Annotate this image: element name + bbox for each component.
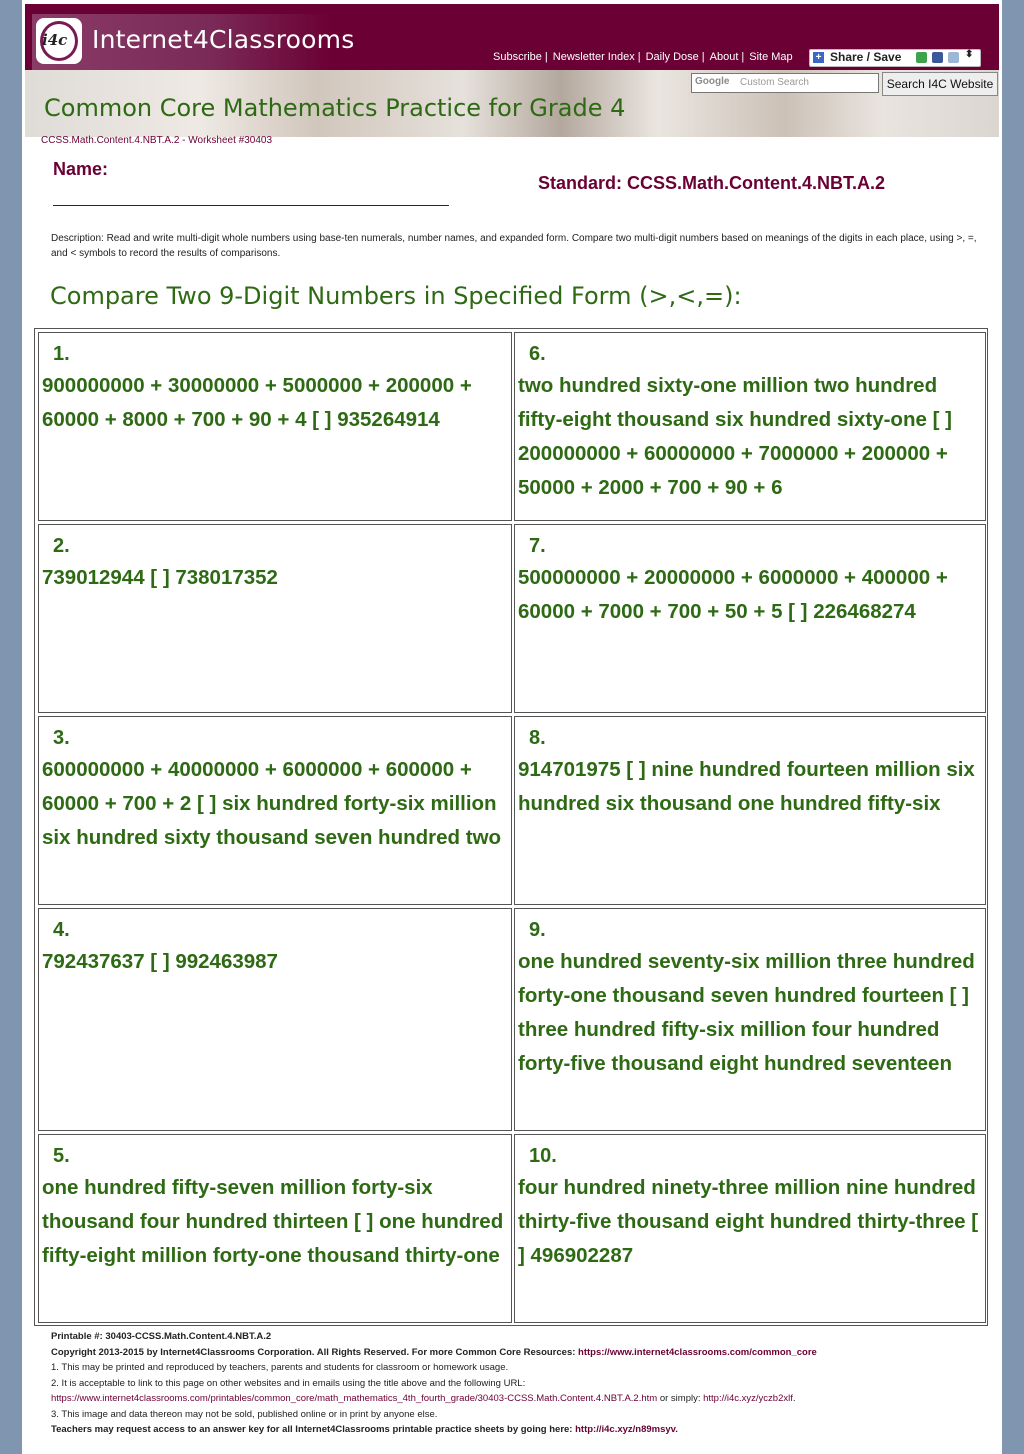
worksheet-heading: Compare Two 9-Digit Numbers in Specified Form (>,<,=): [50, 282, 742, 310]
problem-number: 4. [53, 919, 70, 941]
share-dropdown-icon: ⬍ [965, 49, 974, 60]
problem-text: 739012944 [ ] 738017352 [42, 566, 278, 589]
short-url-link[interactable]: http://i4c.xyz/yczb2xlf [703, 1393, 793, 1404]
problem-cell [38, 908, 512, 1131]
answer-key-text: Teachers may request access to an answer key for all Internet4Classrooms printable practice sheets by going here: [51, 1424, 576, 1435]
problem-text: 900000000 + 30000000 + 5000000 + 200000 + 60000 + 8000 + 700 + 90 + 4 [ ] 935264914 [42, 374, 472, 431]
problem-grid [34, 328, 988, 1326]
search-placeholder: Custom Search [740, 77, 809, 88]
common-core-link[interactable]: https://www.internet4classrooms.com/common_core [578, 1346, 817, 1358]
printable-id: Printable #: 30403-CCSS.Math.Content.4.NBT.A.2 [51, 1331, 272, 1342]
problem-text: 914701975 [ ] nine hundred fourteen million six hundred six thousand one hundred fifty-six [518, 758, 975, 815]
page [22, 0, 1002, 1454]
footer [51, 1329, 991, 1438]
facebook-icon [932, 52, 943, 63]
answer-key-link[interactable]: http://i4c.xyz/n89msyv. [575, 1424, 678, 1435]
problem-number: 2. [53, 535, 70, 557]
share-label: Share / Save [830, 50, 902, 64]
problem-cell [38, 1134, 512, 1323]
name-line [53, 205, 449, 206]
problem-number: 10. [529, 1145, 557, 1167]
problem-number: 1. [53, 343, 70, 365]
nav-about[interactable]: About [709, 51, 739, 63]
logo-badge-icon [36, 18, 82, 64]
problem-number: 5. [53, 1145, 70, 1167]
header-banner [25, 70, 999, 137]
copyright-line [51, 1345, 991, 1361]
top-nav: Subscribe | Newsletter Index | Daily Dose | About | Site Map [493, 51, 793, 63]
description: Description: Read and write multi-digit whole numbers using base-ten numerals, number names, and expanded form. Compare two multi-digit numbers based on meanings of the digits in each place, using >, =, and < symbols to record the results of comparisons. [51, 233, 977, 259]
problem-cell [514, 716, 986, 905]
problem-text: 500000000 + 20000000 + 6000000 + 400000 + 60000 + 7000 + 700 + 50 + 5 [ ] 226468274 [518, 566, 948, 623]
problem-cell [514, 524, 986, 713]
search-button[interactable]: Search I4C Website [882, 72, 998, 96]
site-logo[interactable] [32, 14, 355, 70]
logo-badge-text: i4c [42, 31, 68, 49]
problem-text: 600000000 + 40000000 + 6000000 + 600000 + 60000 + 700 + 2 [ ] six hundred forty-six million six hundred sixty thousand seven hundred two [42, 758, 502, 849]
email-share-icon [916, 52, 927, 63]
problem-number: 9. [529, 919, 546, 941]
problem-text: four hundred ninety-three million nine hundred thirty-five thousand eight hundred thirty-three [ ] 496902287 [518, 1176, 979, 1267]
nav-subscribe[interactable]: Subscribe [493, 51, 542, 63]
nav-newsletter-index[interactable]: Newsletter Index [552, 51, 635, 63]
problem-cell [514, 332, 986, 521]
problem-cell [38, 716, 512, 905]
usage-note-3: 3. This image and data thereon may not be sold, published online or in print by anyone else. [51, 1408, 438, 1420]
twitter-icon [948, 52, 959, 63]
name-label: Name: [53, 159, 109, 179]
standard-label: Standard: CCSS.Math.Content.4.NBT.A.2 [538, 173, 886, 193]
usage-note-1: 1. This may be printed and reproduced by teachers, parents and students for classroom or homework usage. [51, 1362, 509, 1373]
problem-number: 7. [529, 535, 546, 557]
problem-number: 3. [53, 727, 70, 749]
share-save-button[interactable] [809, 49, 981, 67]
problem-text: one hundred seventy-six million three hundred forty-one thousand seven hundred fourteen [ ] three hundred fifty-six million four hundred forty-five thousand eight hundred seventeen [518, 950, 975, 1075]
problem-text: one hundred fifty-seven million forty-six thousand four hundred thirteen [ ] one hundred fifty-eight million forty-one thousand thirty-one [42, 1176, 504, 1267]
problem-number: 8. [529, 727, 546, 749]
logo-text: Internet4Classrooms [92, 25, 355, 54]
url-or-text: or simply: [657, 1393, 704, 1404]
search-input[interactable] [691, 73, 879, 93]
answer-key-line [51, 1422, 991, 1438]
worksheet-url-link[interactable]: https://www.internet4classrooms.com/printables/common_core/math_mathematics_4th_fourth_grade/30403-CCSS.Math.Content.4.NBT.A.2.htm [51, 1393, 658, 1404]
url-line: https://www.internet4classrooms.com/printables/common_core/math_mathematics_4th_fourth_grade/30403-CCSS.Math.Content.4.NBT.A.2.htm or simply: http://i4c.xyz/yczb2xlf. [51, 1393, 796, 1404]
problem-cell [38, 332, 512, 521]
problem-text: 792437637 [ ] 992463987 [42, 950, 278, 973]
problem-cell [514, 908, 986, 1131]
usage-note-2: 2. It is acceptable to link to this page on other websites and in emails using the title above and the following URL: [51, 1377, 526, 1389]
nav-daily-dose[interactable]: Daily Dose [645, 51, 699, 63]
breadcrumb: CCSS.Math.Content.4.NBT.A.2 - Worksheet #30403 [41, 135, 273, 146]
problem-number: 6. [529, 343, 546, 365]
header-bar [25, 4, 999, 70]
page-title: Common Core Mathematics Practice for Grade 4 [44, 94, 626, 122]
copyright-text: Copyright 2013-2015 by Internet4Classrooms Corporation. All Rights Reserved. For more Common Core Resources: [51, 1346, 579, 1358]
problem-cell [514, 1134, 986, 1323]
share-plus-icon: + [813, 52, 824, 63]
problem-cell [38, 524, 512, 713]
nav-site-map[interactable]: Site Map [749, 51, 793, 63]
google-logo: Google [695, 76, 730, 87]
problem-text: two hundred sixty-one million two hundred fifty-eight thousand six hundred sixty-one [ ] 200000000 + 60000000 + 7000000 + 200000 + 50000 + 2000 + 700 + 90 + 6 [518, 374, 952, 499]
